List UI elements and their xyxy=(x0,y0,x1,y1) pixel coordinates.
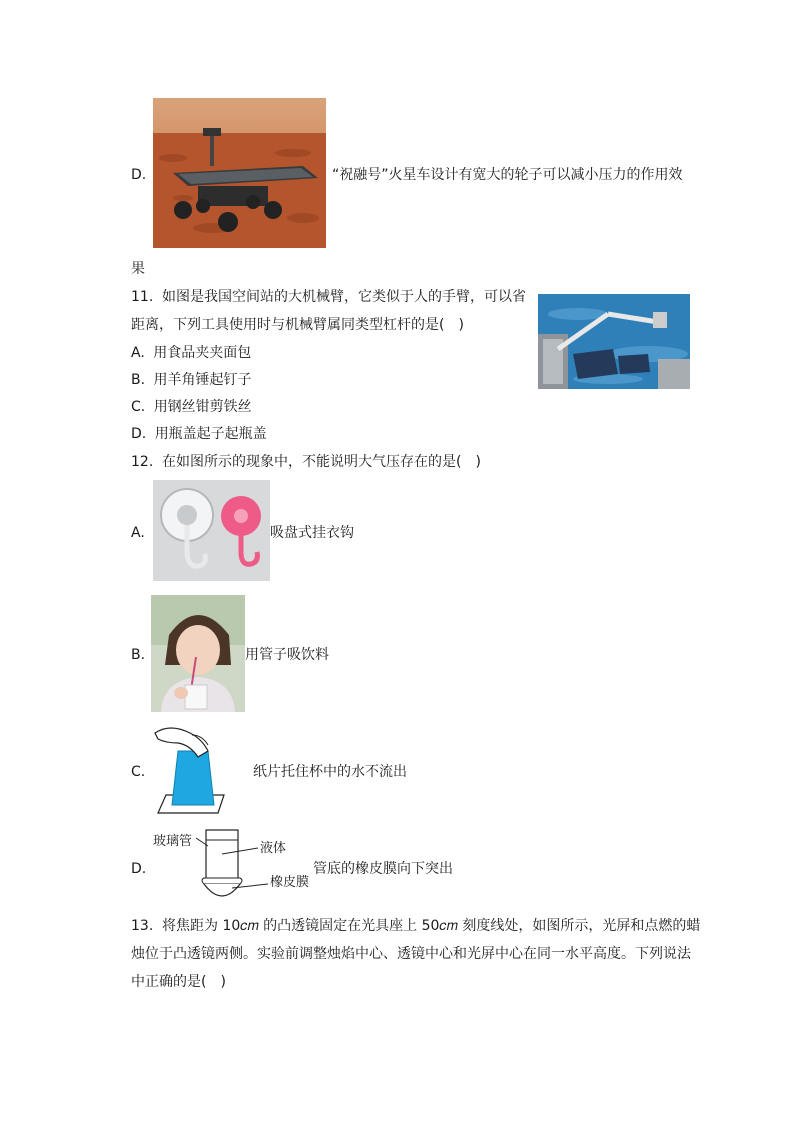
q11-option-c-label: C. xyxy=(131,399,146,415)
suction-hook-image xyxy=(153,480,270,581)
girl-drinking-image xyxy=(151,595,245,712)
q11-option-b xyxy=(131,370,252,390)
q11-option-c-text: 用钢丝钳剪铁丝 xyxy=(153,399,252,415)
q13-line3: 中正确的是( ) xyxy=(131,974,226,990)
mars-rover-image xyxy=(153,98,326,248)
q12-stem: 在如图所示的现象中，不能说明大气压存在的是( ) xyxy=(162,454,481,470)
q11-option-d xyxy=(131,424,267,444)
q10-option-d-text: “祝融号”火星车设计有宽大的轮子可以减小压力的作用效 xyxy=(332,167,683,183)
q11-number: 11. xyxy=(131,289,154,305)
q12-option-d-text: 管底的橡皮膜向下突出 xyxy=(313,861,453,877)
tube-membrane-label: 橡皮膜 xyxy=(270,875,310,890)
robotic-arm-image xyxy=(538,294,690,389)
q13-line1: 将焦距为 10𝑐𝑚 的凸透镜固定在光具座上 50𝑐𝑚 刻度线处，如图所示，光屏和点燃的蜡 xyxy=(162,918,701,934)
q11-option-a-text: 用食品夹夹面包 xyxy=(153,345,252,361)
q11-option-b-label: B. xyxy=(131,372,146,388)
q11-option-a xyxy=(131,343,251,363)
q11-option-c xyxy=(131,397,252,417)
q13-number: 13. xyxy=(131,918,154,934)
q11-stem-line2: 距离，下列工具使用时与机械臂属同类型杠杆的是( ) xyxy=(131,317,464,333)
q11-option-d-text: 用瓶盖起子起瓶盖 xyxy=(154,426,267,442)
q10-option-d-continuation: 果 xyxy=(131,261,145,277)
q12-option-a-text: 吸盘式挂衣钩 xyxy=(270,525,354,541)
q12-option-c-text: 纸片托住杯中的水不流出 xyxy=(253,764,407,780)
q11-stem-line1: 如图是我国空间站的大机械臂，它类似于人的手臂，可以省 xyxy=(162,289,526,305)
tube-glass-label: 玻璃管 xyxy=(153,834,193,849)
q11-option-a-label: A. xyxy=(131,345,145,361)
tube-liquid-label: 液体 xyxy=(260,841,287,856)
q11-option-b-text: 用羊角锤起钉子 xyxy=(153,372,252,388)
cup-paper-diagram xyxy=(150,723,230,815)
q11-option-d-label: D. xyxy=(131,426,147,442)
q12-number: 12. xyxy=(131,454,154,470)
q10-option-d-label: D. xyxy=(131,167,147,183)
q12-option-b-text: 用管子吸饮料 xyxy=(245,647,329,663)
q12-option-c-label: C. xyxy=(131,764,146,780)
q12-option-a-label: A. xyxy=(131,525,145,541)
q13-line2: 烛位于凸透镜两侧。实验前调整烛焰中心、透镜中心和光屏中心在同一水平高度。下列说法 xyxy=(131,946,691,962)
q12-option-b-label: B. xyxy=(131,647,146,663)
q12-option-d-label: D. xyxy=(131,861,147,877)
